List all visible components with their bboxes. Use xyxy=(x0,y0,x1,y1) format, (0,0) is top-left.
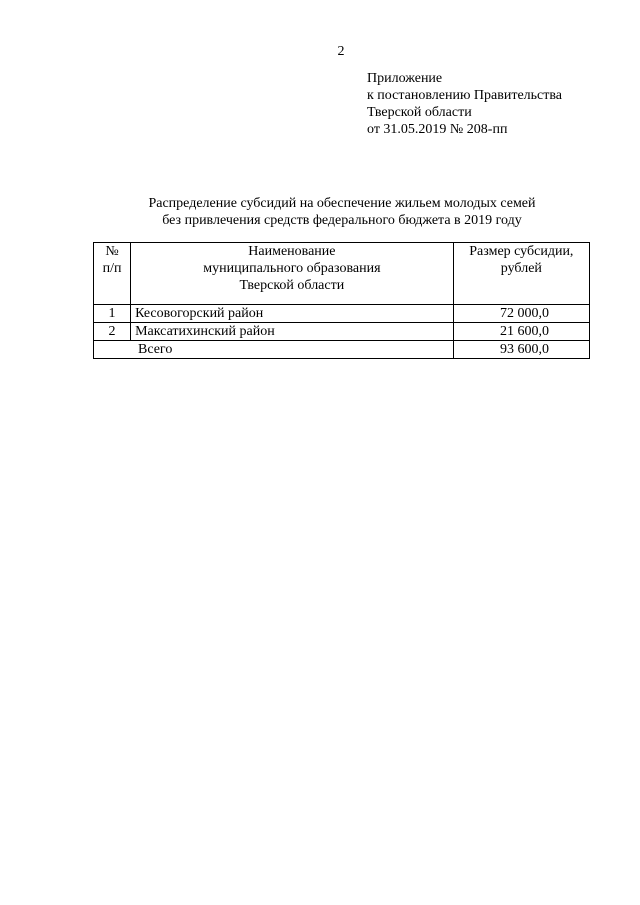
title-line: Распределение субсидий на обеспечение жильем молодых семей xyxy=(148,196,536,211)
table-row xyxy=(94,323,590,341)
title-line: без привлечения средств федерального бюджета в 2019 году xyxy=(162,213,522,228)
header-number: № п/п xyxy=(94,243,131,305)
total-label: Всего xyxy=(94,341,454,359)
row-municipality: Кесовогорский район xyxy=(131,305,454,323)
row-amount: 21 600,0 xyxy=(453,323,589,341)
header-municipality: Наименование муниципального образования Тверской области xyxy=(131,243,454,305)
table-row xyxy=(94,305,590,323)
row-number: 1 xyxy=(94,305,131,323)
row-amount: 72 000,0 xyxy=(453,305,589,323)
appendix-line: от 31.05.2019 № 208-пп xyxy=(367,122,508,137)
appendix-line: к постановлению Правительства xyxy=(367,88,563,103)
total-row xyxy=(94,341,590,359)
table-header-row xyxy=(94,243,590,305)
document-title xyxy=(0,195,640,229)
appendix-line: Тверской области xyxy=(367,105,472,120)
total-amount: 93 600,0 xyxy=(453,341,589,359)
appendix-line: Приложение xyxy=(367,71,443,86)
page-number: 2 xyxy=(337,44,345,59)
row-number: 2 xyxy=(94,323,131,341)
header-amount: Размер субсидии, рублей xyxy=(453,243,589,305)
appendix-header xyxy=(367,70,562,138)
row-municipality: Максатихинский район xyxy=(131,323,454,341)
subsidy-table xyxy=(93,242,590,359)
